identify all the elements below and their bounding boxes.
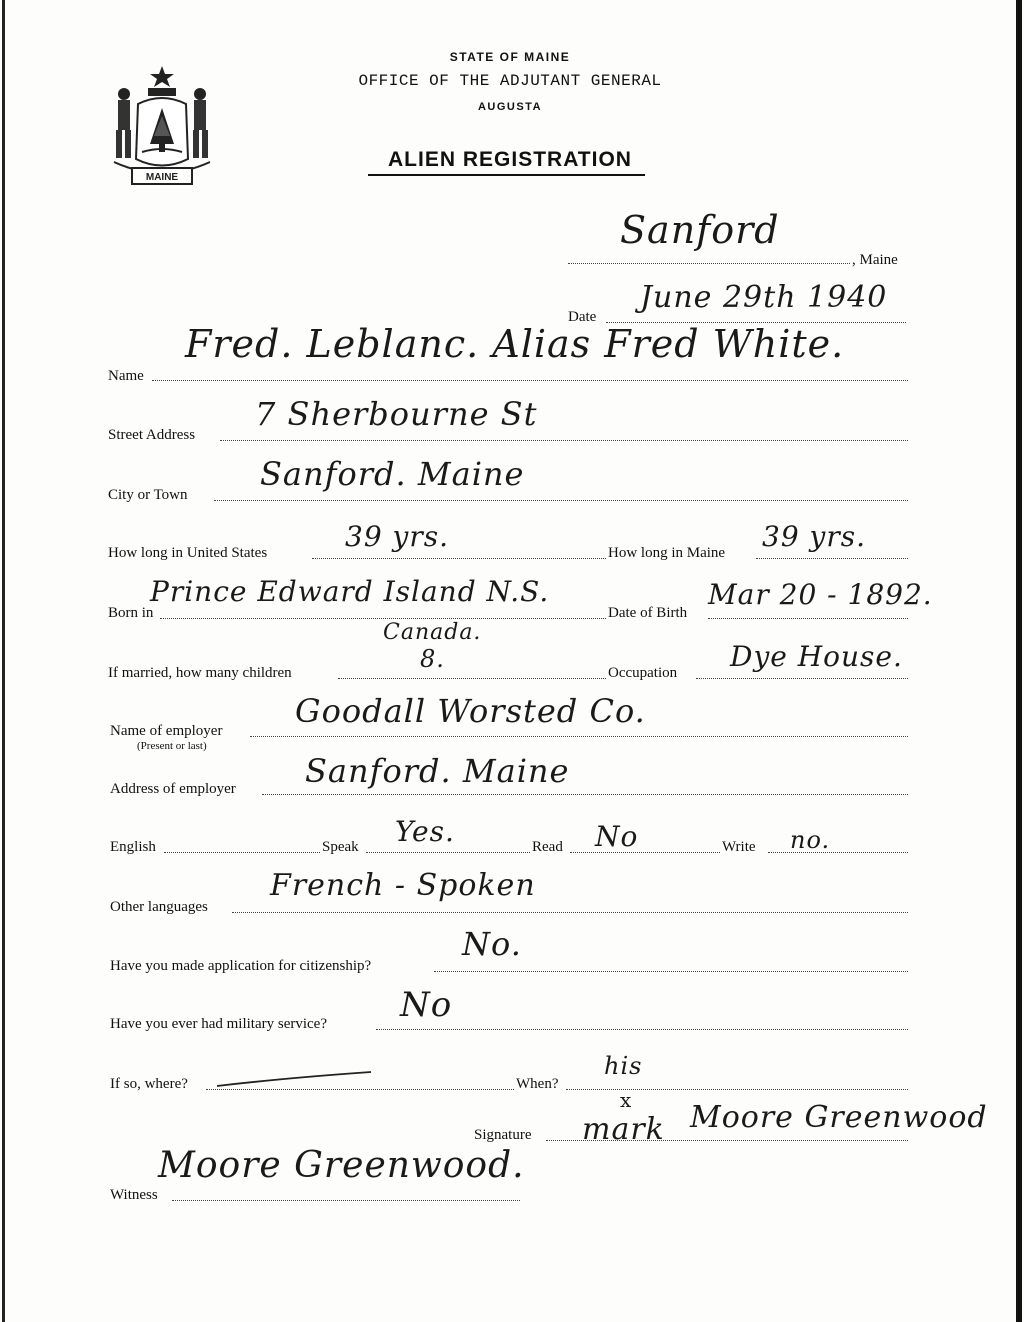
english-line	[164, 852, 320, 853]
how-long-maine-line	[756, 558, 908, 559]
street-line	[220, 440, 908, 441]
write-line	[768, 852, 908, 853]
signature-mark-value: mark	[582, 1112, 665, 1147]
employer-address-label: Address of employer	[110, 781, 236, 797]
left-edge	[2, 0, 5, 1322]
street-value: 7 Sherbourne St	[255, 395, 538, 433]
employer-line	[250, 736, 908, 737]
military-value: No	[400, 985, 453, 1025]
speak-label: Speak	[322, 839, 359, 855]
city-value: Sanford. Maine	[260, 455, 525, 493]
signature-value: Moore Greenwood	[690, 1100, 988, 1135]
when-line	[566, 1089, 908, 1090]
born-in-country-value: Canada.	[383, 620, 482, 645]
speak-value: Yes.	[395, 815, 455, 848]
witness-label: Witness	[110, 1187, 158, 1203]
other-languages-line	[232, 912, 908, 913]
employer-address-value: Sanford. Maine	[305, 752, 570, 790]
occupation-value: Dye House.	[730, 640, 903, 673]
signature-label: Signature	[474, 1127, 532, 1143]
other-languages-value: French - Spoken	[270, 868, 536, 903]
name-label: Name	[108, 368, 144, 384]
state-of-maine-seal-icon	[108, 64, 216, 189]
military-line	[376, 1029, 908, 1030]
children-value: 8.	[420, 645, 445, 673]
form-title: ALIEN REGISTRATION	[388, 148, 632, 171]
name-line	[152, 380, 908, 381]
how-long-us-label: How long in United States	[108, 545, 268, 561]
citizenship-label: Have you made application for citizenship?	[110, 958, 372, 974]
english-label: English	[110, 839, 156, 855]
where-label: If so, where?	[110, 1076, 188, 1092]
name-value: Fred. Leblanc. Alias Fred White.	[185, 322, 845, 366]
witness-value: Moore Greenwood.	[158, 1145, 525, 1186]
read-line	[570, 852, 720, 853]
street-label: Street Address	[108, 427, 196, 443]
where-dash-stroke	[215, 1068, 375, 1090]
maine-label: , Maine	[852, 252, 898, 268]
born-in-value: Prince Edward Island N.S.	[150, 575, 550, 608]
dob-label: Date of Birth	[608, 605, 688, 621]
occupation-label: Occupation	[608, 665, 678, 681]
speak-line	[366, 852, 530, 853]
how-long-us-line	[312, 558, 606, 559]
write-value: no.	[790, 826, 831, 854]
military-label: Have you ever had military service?	[110, 1016, 327, 1032]
title-underline	[368, 174, 645, 176]
employer-address-line	[262, 794, 908, 795]
city-line	[214, 500, 908, 501]
right-edge	[1016, 0, 1022, 1322]
other-languages-label: Other languages	[110, 899, 208, 915]
dob-value: Mar 20 - 1892.	[708, 578, 933, 611]
employer-value: Goodall Worsted Co.	[295, 692, 646, 730]
witness-line	[172, 1200, 520, 1201]
seal-text: MAINE	[145, 172, 179, 183]
town-value: Sanford	[620, 208, 780, 252]
how-long-maine-value: 39 yrs.	[762, 520, 867, 553]
dob-line	[708, 618, 908, 619]
city-label: City or Town	[108, 487, 188, 503]
employer-sub-label: (Present or last)	[137, 740, 207, 752]
children-label: If married, how many children	[108, 665, 292, 681]
born-in-line	[160, 618, 606, 619]
employer-label: Name of employer	[110, 723, 223, 739]
read-value: No	[595, 820, 639, 853]
how-long-maine-label: How long in Maine	[608, 545, 726, 561]
signature-his-value: his	[604, 1052, 643, 1080]
header-office: OFFICE OF THE ADJUTANT GENERAL	[358, 72, 662, 90]
how-long-us-value: 39 yrs.	[345, 520, 450, 553]
read-label: Read	[532, 839, 563, 855]
header-city: AUGUSTA	[477, 101, 543, 113]
children-line	[338, 678, 606, 679]
occupation-line	[696, 678, 908, 679]
date-label: Date	[568, 309, 597, 325]
when-label: When?	[516, 1076, 559, 1092]
write-label: Write	[722, 839, 756, 855]
date-value: June 29th 1940	[640, 280, 888, 315]
header-state: STATE OF MAINE	[449, 50, 571, 64]
citizenship-value: No.	[462, 925, 522, 963]
signature-x-value: x	[620, 1088, 633, 1112]
citizenship-line	[434, 971, 908, 972]
born-in-label: Born in	[108, 605, 154, 621]
town-line	[568, 263, 850, 264]
